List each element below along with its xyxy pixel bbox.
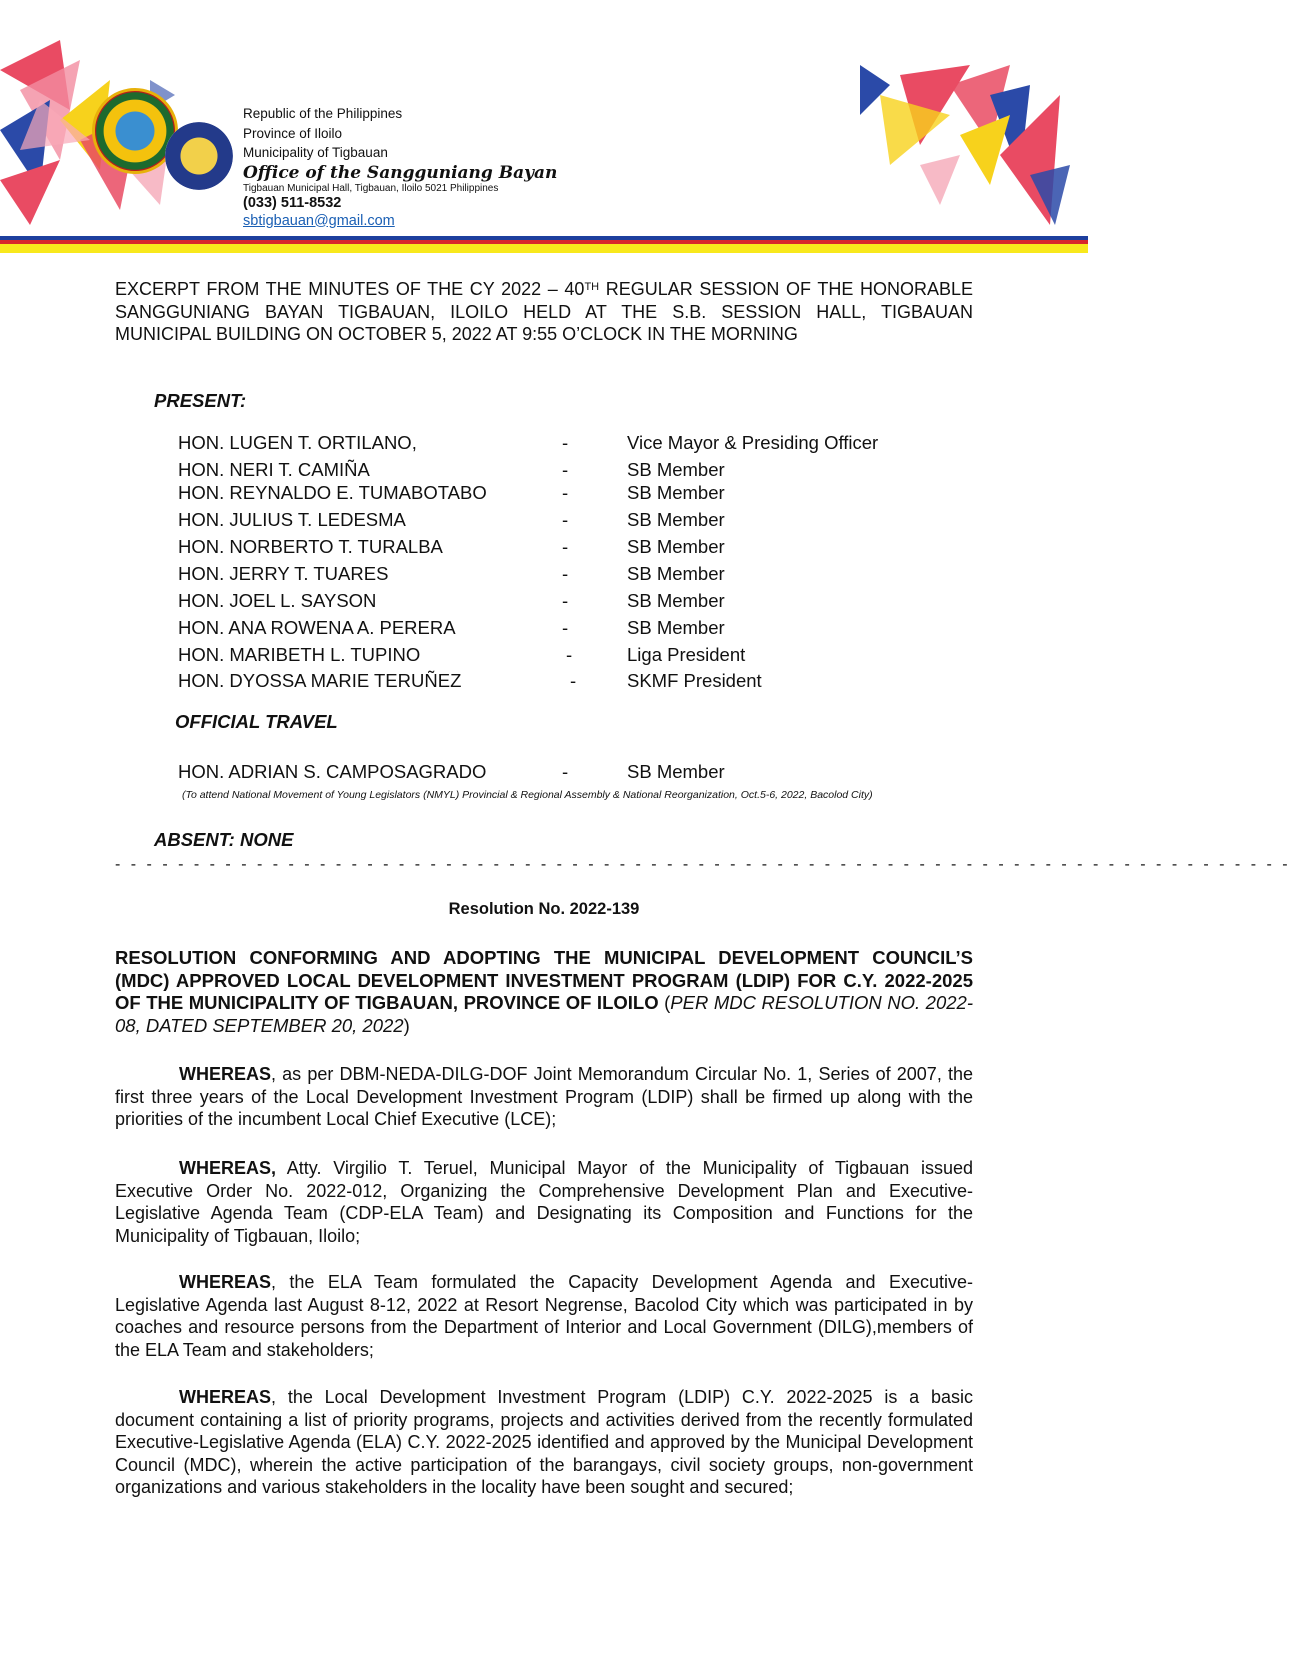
member-role: SB Member xyxy=(627,590,725,611)
present-heading: PRESENT: xyxy=(154,390,247,411)
letterhead-text xyxy=(243,104,557,230)
member-dash: - xyxy=(562,482,569,503)
header-office-name: Office of the Sangguniang Bayan xyxy=(243,162,558,183)
whereas-text: Atty. Virgilio T. Teruel, Municipal Mayor of the Municipality of Tigbauan issued Executive Order No. 2022-012, Organizing the Comprehensive Development Plan and Executive-Legislative Agenda Team (CDP-ELA Team) and Designating its Composition and Functions for the Municipality of Tigbauan, Iloilo; xyxy=(115,1158,973,1246)
member-row xyxy=(178,536,978,560)
member-row xyxy=(178,482,978,506)
member-row xyxy=(178,563,978,587)
member-role: SB Member xyxy=(627,617,725,638)
member-row xyxy=(178,459,978,483)
member-name: HON. NORBERTO T. TURALBA xyxy=(178,536,443,557)
member-name: HON. JOEL L. SAYSON xyxy=(178,590,377,611)
travel-member-name: HON. ADRIAN S. CAMPOSAGRADO xyxy=(178,761,487,782)
whereas-lead: WHEREAS xyxy=(179,1272,272,1292)
whereas-paragraph xyxy=(115,1386,973,1499)
member-dash: - xyxy=(562,536,569,557)
member-role: SB Member xyxy=(627,482,725,503)
decorative-triangles-right xyxy=(800,55,1088,235)
whereas-paragraph xyxy=(115,1157,973,1247)
header-line-municipality: Municipality of Tigbauan xyxy=(243,145,388,160)
header-email-link[interactable]: sbtigbauan@gmail.com xyxy=(243,212,395,229)
member-role: Vice Mayor & Presiding Officer xyxy=(627,432,879,453)
header-address: Tigbauan Municipal Hall, Tigbauan, Iloilo 5021 Philippines xyxy=(243,182,499,194)
whereas-text: , as per DBM-NEDA-DILG-DOF Joint Memorandum Circular No. 1, Series of 2007, the first three years of the Local Development Investment Program (LDIP) shall be firmed up along with the priorities of the incumbent Local Chief Executive (LCE); xyxy=(115,1064,973,1129)
resolution-title-italic: PER MDC RESOLUTION NO. 2022-08, DATED SEPTEMBER 20, 2022 xyxy=(115,992,973,1036)
resolution-title-bold: RESOLUTION CONFORMING AND ADOPTING THE MUNICIPAL DEVELOPMENT COUNCIL’S (MDC) APPROVED LOCAL DEVELOPMENT INVESTMENT PROGRAM (LDIP) FOR C.Y. 2022-2025 OF THE MUNICIPALITY OF TIGBAUAN, PROVINCE OF ILOILO xyxy=(115,947,973,1013)
member-row xyxy=(178,617,978,641)
member-name: HON. DYOSSA MARIE TERUÑEZ xyxy=(178,670,462,691)
member-dash: - xyxy=(562,590,569,611)
member-dash: - xyxy=(562,617,569,638)
minutes-excerpt xyxy=(115,278,973,346)
member-role: SB Member xyxy=(627,509,725,530)
member-dash: - xyxy=(570,670,577,691)
whereas-lead: WHEREAS, xyxy=(179,1158,277,1178)
header-stripe-yellow xyxy=(0,244,1088,253)
member-row xyxy=(178,590,978,614)
member-name: HON. MARIBETH L. TUPINO xyxy=(178,644,421,665)
member-dash: - xyxy=(562,459,569,480)
title-close-paren: ) xyxy=(403,1014,410,1036)
member-role: SB Member xyxy=(627,459,725,480)
sangguniang-bayan-seal xyxy=(165,122,233,190)
title-open-paren: ( xyxy=(658,992,671,1013)
member-dash: - xyxy=(562,509,569,530)
whereas-lead: WHEREAS xyxy=(179,1387,272,1407)
header-phone: (033) 511-8532 xyxy=(243,194,342,211)
excerpt-superscript: TH xyxy=(584,281,600,293)
member-name: HON. REYNALDO E. TUMABOTABO xyxy=(178,482,487,503)
travel-member-row xyxy=(178,761,978,785)
member-name: HON. JERRY T. TUARES xyxy=(178,563,389,584)
whereas-paragraph xyxy=(115,1271,973,1361)
member-dash: - xyxy=(562,432,569,453)
letterhead-header xyxy=(0,0,1088,260)
resolution-title xyxy=(115,947,973,1037)
whereas-lead: WHEREAS xyxy=(179,1064,272,1084)
whereas-paragraph xyxy=(115,1063,973,1131)
member-name: HON. LUGEN T. ORTILANO, xyxy=(178,432,417,453)
whereas-text: , the Local Development Investment Program (LDIP) C.Y. 2022-2025 is a basic document containing a list of priority programs, projects and activities derived from the recently formulated Executive-Legislative Agenda (ELA) C.Y. 2022-2025 identified and approved by the Municipal Development Council (MDC), wherein the active participation of the barangays, civil society groups, non-government organizations and various stakeholders in the locality have been sought and secured; xyxy=(115,1387,973,1497)
whereas-text: , the ELA Team formulated the Capacity Development Agenda and Executive-Legislative Agenda last August 8-12, 2022 at Resort Negrense, Bacolod City which was participated in by coaches and resource persons from the Department of Interior and Local Government (DILG),members of the ELA Team and stakeholders; xyxy=(115,1272,973,1360)
travel-note: (To attend National Movement of Young Legislators (NMYL) Provincial & Regional Assembly & National Reorganization, Oct.5-6, 2022, Bacolod City) xyxy=(182,789,873,801)
excerpt-text-1: EXCERPT FROM THE MINUTES OF THE CY 2022 – 40 xyxy=(115,279,585,299)
member-dash: - xyxy=(566,644,573,665)
official-travel-heading: OFFICIAL TRAVEL xyxy=(175,711,338,732)
member-name: HON. ANA ROWENA A. PERERA xyxy=(178,617,456,638)
travel-member-role: SB Member xyxy=(627,761,725,782)
header-line-province: Province of Iloilo xyxy=(243,125,343,141)
member-role: SB Member xyxy=(627,536,725,557)
member-row xyxy=(178,670,978,694)
travel-member-dash: - xyxy=(562,761,569,782)
member-role: SKMF President xyxy=(627,670,762,691)
dashed-separator: - - - - - - - - - - - - - - - - - - - - - - - - - - - - - - - - - - - - - - - - - - - - - - - - - - - - - - - - - - - - - - - - - - - - - - - - - - - xyxy=(115,856,1291,873)
excerpt-text-2: REGULAR SESSION OF THE HONORABLE SANGGUNIANG BAYAN TIGBAUAN, ILOILO HELD AT THE S.B. SESSION HALL, TIGBAUAN MUNICIPAL BUILDING ON OCTOBER 5, 2022 AT 9:55 O’CLOCK IN THE MORNING xyxy=(115,279,973,344)
member-row xyxy=(178,432,978,456)
absent-line: ABSENT: NONE xyxy=(154,829,294,850)
member-name: HON. JULIUS T. LEDESMA xyxy=(178,509,406,530)
member-row xyxy=(178,509,978,533)
member-row xyxy=(178,644,978,668)
member-role: SB Member xyxy=(627,563,725,584)
member-dash: - xyxy=(562,563,569,584)
resolution-number: Resolution No. 2022-139 xyxy=(448,900,640,918)
member-name: HON. NERI T. CAMIÑA xyxy=(178,459,370,480)
header-line-republic: Republic of the Philippines xyxy=(243,106,403,121)
member-role: Liga President xyxy=(627,644,746,665)
